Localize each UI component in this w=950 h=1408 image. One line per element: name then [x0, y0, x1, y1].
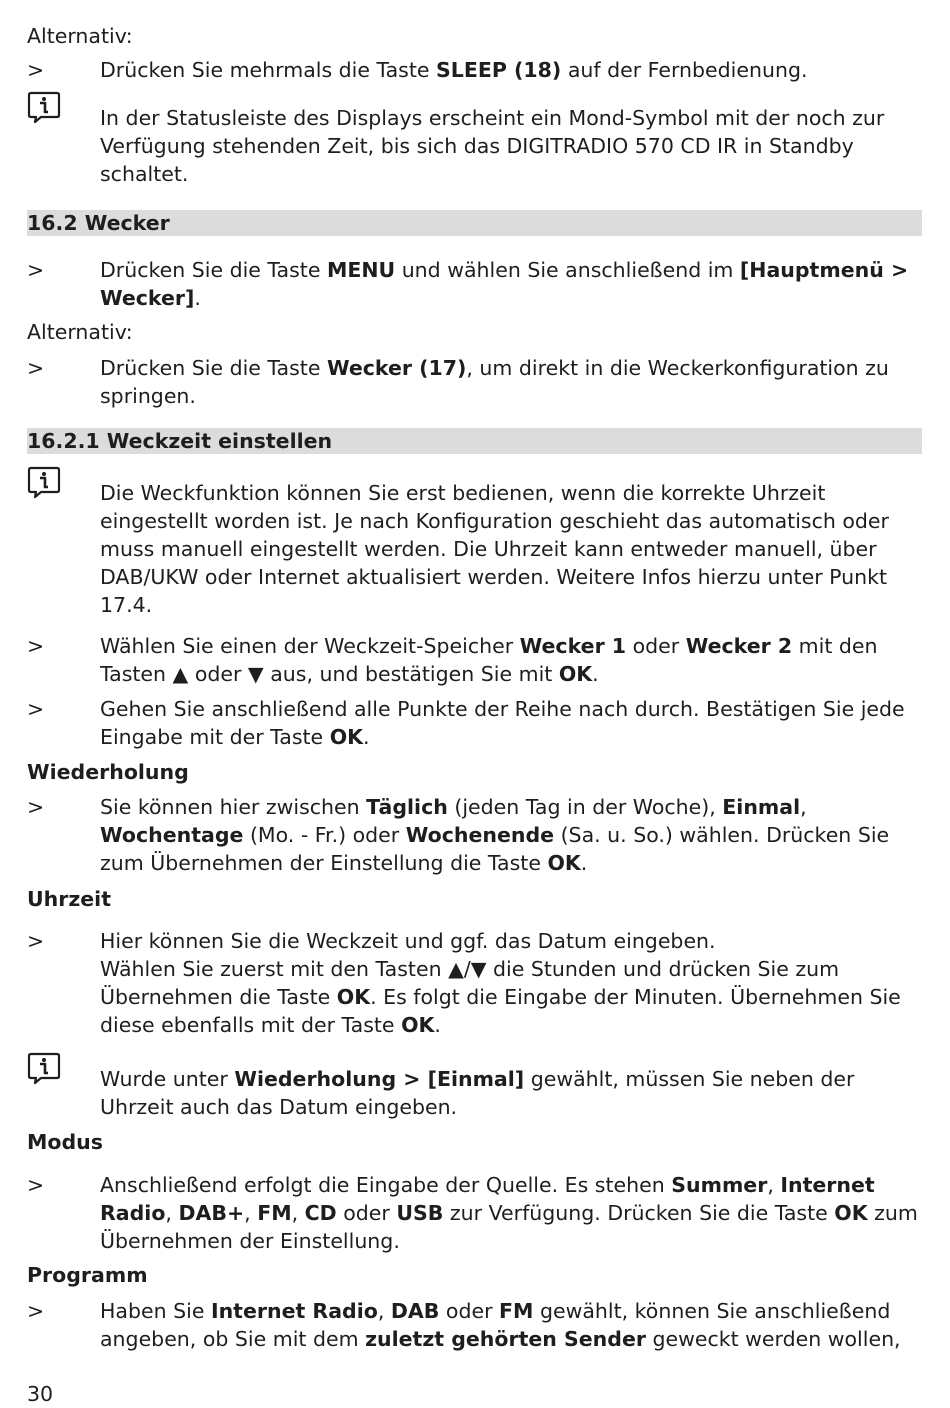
- step-text: Drücken Sie mehrmals die Taste SLEEP (18) auf der Fernbedienung.: [100, 58, 808, 82]
- note-text: Die Weckfunktion können Sie erst bedienen, wenn die korrekte Uhrzeit eingestellt worden ist. Je nach Konfiguration geschieht das automatisch oder muss manuell eingestellt werden. Die Uhrzeit kann entweder manuell, über DAB/UKW oder Internet aktualisiert werden. Weitere Infos hierzu unter Punkt 17.4.: [100, 481, 889, 617]
- step-marker: >: [27, 1173, 45, 1197]
- step-marker: >: [27, 697, 45, 721]
- step-text: Drücken Sie die Taste MENU und wählen Sie anschließend im [Hauptmenü > Wecker].: [100, 258, 909, 310]
- section-heading-weckzeit: 16.2.1 Weckzeit einstellen: [27, 428, 922, 454]
- section-heading-wecker: 16.2 Wecker: [27, 210, 922, 236]
- step-text: Wählen Sie einen der Weckzeit-Speicher Wecker 1 oder Wecker 2 mit den Tasten ▲ oder ▼ aus, und bestätigen Sie mit OK.: [100, 634, 878, 686]
- step-marker: >: [27, 1299, 45, 1323]
- page-number: 30: [27, 1382, 54, 1406]
- step-text: Hier können Sie die Weckzeit und ggf. das Datum eingeben. Wählen Sie zuerst mit den Tasten ▲/▼ die Stunden und drücken Sie zum Übernehmen die Taste OK. Es folgt die Eingabe der Minuten. Übernehmen Sie diese ebenfalls mit der Taste OK.: [100, 929, 901, 1037]
- subheading-programm: Programm: [27, 1263, 148, 1287]
- subheading-uhrzeit: Uhrzeit: [27, 887, 112, 911]
- step-marker: >: [27, 795, 45, 819]
- info-note-icon: [27, 90, 61, 124]
- step-marker: >: [27, 258, 45, 282]
- info-note-icon: [27, 1051, 61, 1085]
- step-marker: >: [27, 356, 45, 380]
- note-text: Wurde unter Wiederholung > [Einmal] gewählt, müssen Sie neben der Uhrzeit auch das Datum eingeben.: [100, 1067, 855, 1119]
- subheading-wiederholung: Wiederholung: [27, 760, 189, 784]
- step-text: Sie können hier zwischen Täglich (jeden Tag in der Woche), Einmal, Wochentage (Mo. - Fr.) oder Wochenende (Sa. u. So.) wählen. Drücken Sie zum Übernehmen der Einstellung die Taste OK.: [100, 795, 890, 875]
- step-text: Anschließend erfolgt die Eingabe der Quelle. Es stehen Summer, Internet Radio, DAB+, FM, CD oder USB zur Verfügung. Drücken Sie die Taste OK zum Übernehmen der Einstellung.: [100, 1173, 918, 1253]
- alternative-label-2: Alternativ:: [27, 320, 133, 344]
- info-note-icon: [27, 465, 61, 499]
- subheading-modus: Modus: [27, 1130, 103, 1154]
- note-text: In der Statusleiste des Displays erscheint ein Mond-Symbol mit der noch zur Verfügung stehenden Zeit, bis sich das DIGITRADIO 570 CD IR in Standby schaltet.: [100, 106, 885, 186]
- step-marker: >: [27, 634, 45, 658]
- step-text: Gehen Sie anschließend alle Punkte der Reihe nach durch. Bestätigen Sie jede Eingabe mit der Taste OK.: [100, 697, 905, 749]
- step-marker: >: [27, 929, 45, 953]
- step-text: Haben Sie Internet Radio, DAB oder FM gewählt, können Sie anschließend angeben, ob Sie mit dem zuletzt gehörten Sender geweckt werden wollen,: [100, 1299, 901, 1351]
- step-text: Drücken Sie die Taste Wecker (17), um direkt in die Weckerkonfiguration zu springen.: [100, 356, 889, 408]
- alternative-label-1: Alternativ:: [27, 24, 133, 48]
- step-marker: >: [27, 58, 45, 82]
